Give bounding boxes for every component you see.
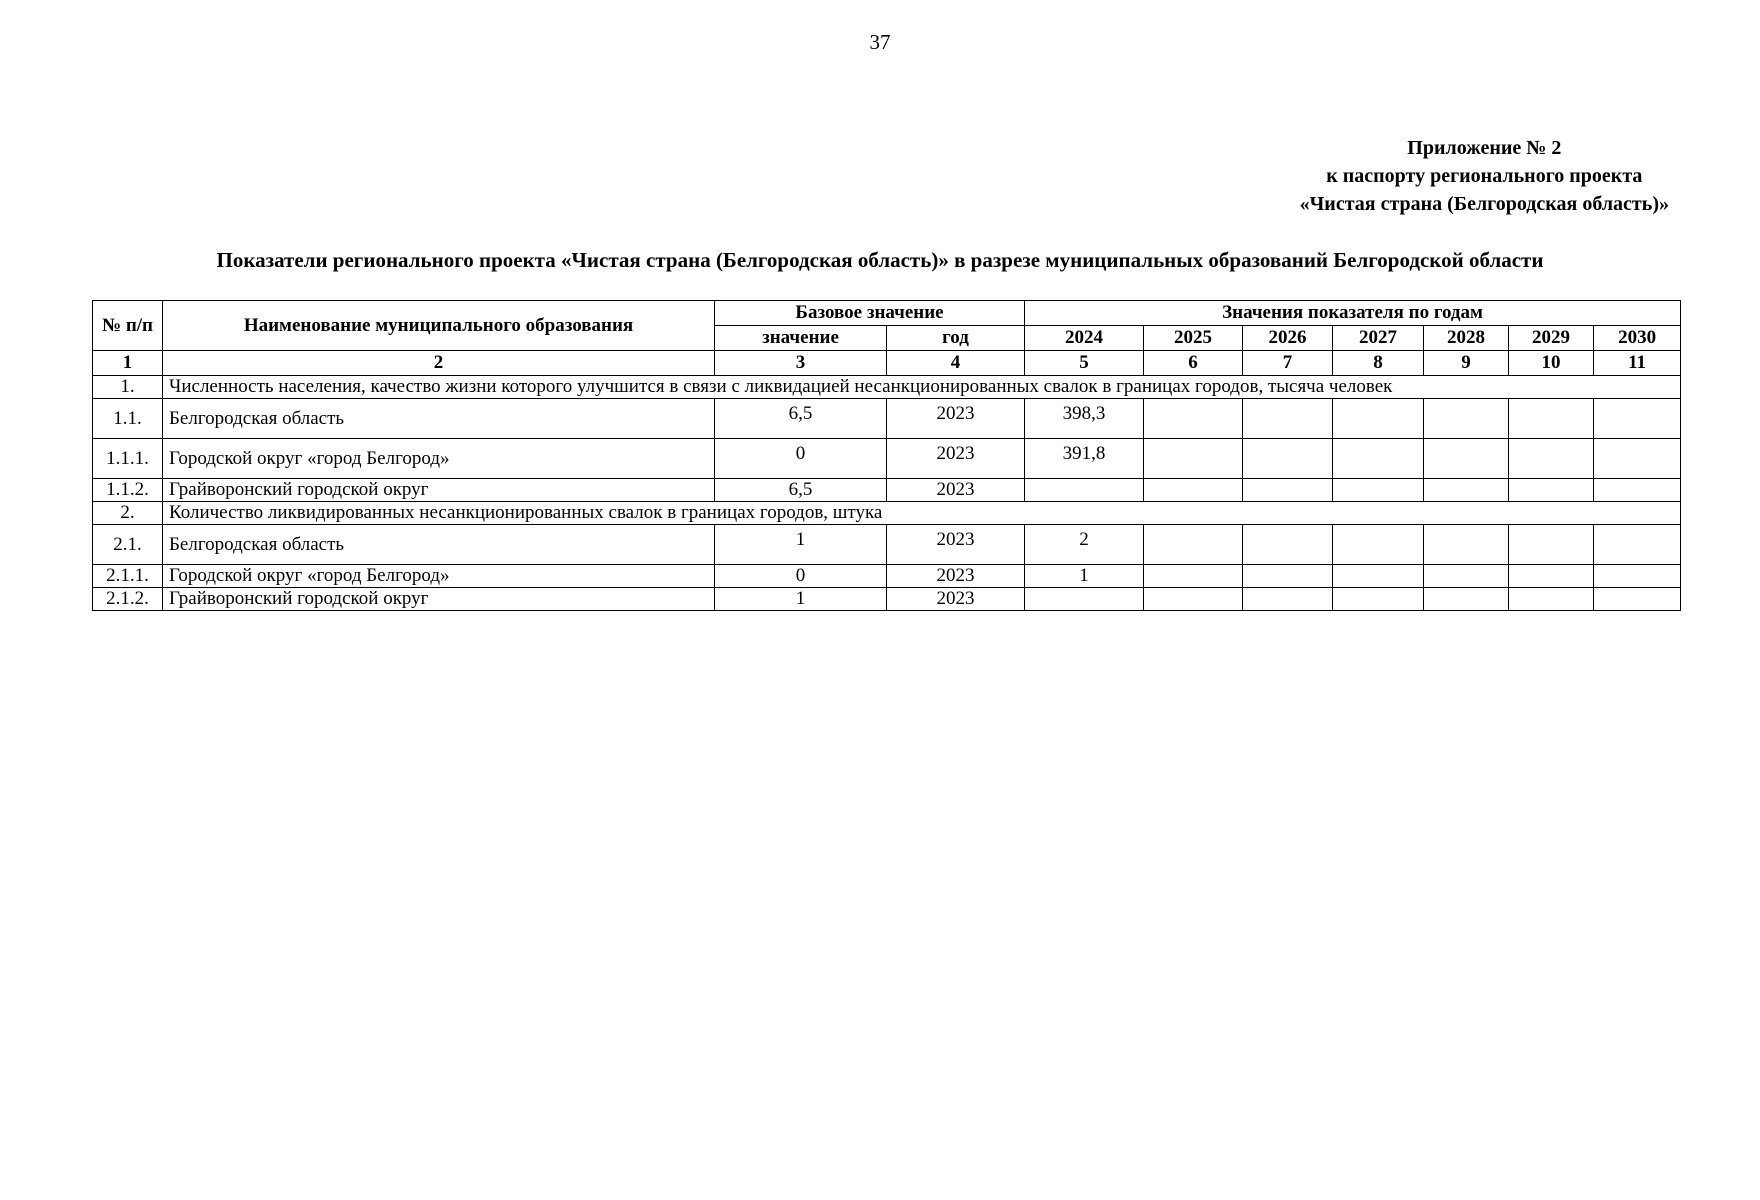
row-name: Белгородская область xyxy=(163,399,715,439)
row-base-value: 0 xyxy=(715,439,887,479)
row-name: Городской округ «город Белгород» xyxy=(163,565,715,588)
col-number: 8 xyxy=(1333,351,1424,376)
row-num: 2.1.1. xyxy=(93,565,163,588)
section-row xyxy=(93,376,1681,399)
header-num: № п/п xyxy=(93,301,163,351)
row-name: Городской округ «город Белгород» xyxy=(163,439,715,479)
header-year: 2027 xyxy=(1333,326,1424,351)
row-base-year: 2023 xyxy=(887,525,1025,565)
header-year: 2028 xyxy=(1424,326,1509,351)
table-row xyxy=(93,565,1681,588)
document-title: Показатели регионального проекта «Чистая страна (Белгородская область)» в разрезе муниципальных образований Белгородской области xyxy=(216,248,1544,272)
row-2024: 391,8 xyxy=(1025,439,1144,479)
col-number: 9 xyxy=(1424,351,1509,376)
header-year: 2029 xyxy=(1509,326,1594,351)
header-name: Наименование муниципального образования xyxy=(163,301,715,351)
header-year: 2025 xyxy=(1144,326,1243,351)
row-num: 2.1. xyxy=(93,525,163,565)
row-2024 xyxy=(1025,588,1144,611)
row-name: Грайворонский городской округ xyxy=(163,588,715,611)
row-num: 1.1. xyxy=(93,399,163,439)
table-row xyxy=(93,588,1681,611)
header-base: Базовое значение xyxy=(715,301,1025,326)
row-base-value: 6,5 xyxy=(715,479,887,502)
row-base-value: 0 xyxy=(715,565,887,588)
section-row xyxy=(93,502,1681,525)
header-year: 2026 xyxy=(1243,326,1333,351)
header-base-value: значение xyxy=(715,326,887,351)
header-year: 2024 xyxy=(1025,326,1144,351)
col-number: 7 xyxy=(1243,351,1333,376)
row-2024: 2 xyxy=(1025,525,1144,565)
col-number: 4 xyxy=(887,351,1025,376)
row-2024 xyxy=(1025,479,1144,502)
appendix-header xyxy=(1300,134,1669,218)
appendix-line-2: к паспорту регионального проекта xyxy=(1326,165,1643,187)
header-years-group: Значения показателя по годам xyxy=(1025,301,1681,326)
page-number: 37 xyxy=(869,30,891,54)
table-row xyxy=(93,399,1681,439)
header-year: 2030 xyxy=(1594,326,1681,351)
row-base-year: 2023 xyxy=(887,399,1025,439)
row-base-year: 2023 xyxy=(887,565,1025,588)
section-num: 1. xyxy=(93,376,163,399)
row-num: 1.1.2. xyxy=(93,479,163,502)
row-2024: 1 xyxy=(1025,565,1144,588)
row-base-value: 6,5 xyxy=(715,399,887,439)
section-title: Численность населения, качество жизни которого улучшится в связи с ликвидацией несанкционированных свалок в границах городов, тысяча человек xyxy=(163,376,1681,399)
table-row xyxy=(93,479,1681,502)
row-name: Грайворонский городской округ xyxy=(163,479,715,502)
col-number: 6 xyxy=(1144,351,1243,376)
col-number: 11 xyxy=(1594,351,1681,376)
col-number: 3 xyxy=(715,351,887,376)
row-2024: 398,3 xyxy=(1025,399,1144,439)
indicators-table xyxy=(92,300,1681,611)
table-row xyxy=(93,525,1681,565)
row-base-year: 2023 xyxy=(887,588,1025,611)
section-num: 2. xyxy=(93,502,163,525)
col-number: 5 xyxy=(1025,351,1144,376)
table-row xyxy=(93,439,1681,479)
row-base-year: 2023 xyxy=(887,439,1025,479)
row-num: 1.1.1. xyxy=(93,439,163,479)
col-number: 1 xyxy=(93,351,163,376)
section-title: Количество ликвидированных несанкционированных свалок в границах городов, штука xyxy=(163,502,1681,525)
appendix-line-1: Приложение № 2 xyxy=(1407,137,1562,159)
row-name: Белгородская область xyxy=(163,525,715,565)
col-number: 10 xyxy=(1509,351,1594,376)
col-number: 2 xyxy=(163,351,715,376)
appendix-line-3: «Чистая страна (Белгородская область)» xyxy=(1299,193,1669,215)
header-base-year: год xyxy=(887,326,1025,351)
header-row-1 xyxy=(93,301,1681,326)
row-base-year: 2023 xyxy=(887,479,1025,502)
column-number-row xyxy=(93,351,1681,376)
row-base-value: 1 xyxy=(715,525,887,565)
row-base-value: 1 xyxy=(715,588,887,611)
row-num: 2.1.2. xyxy=(93,588,163,611)
